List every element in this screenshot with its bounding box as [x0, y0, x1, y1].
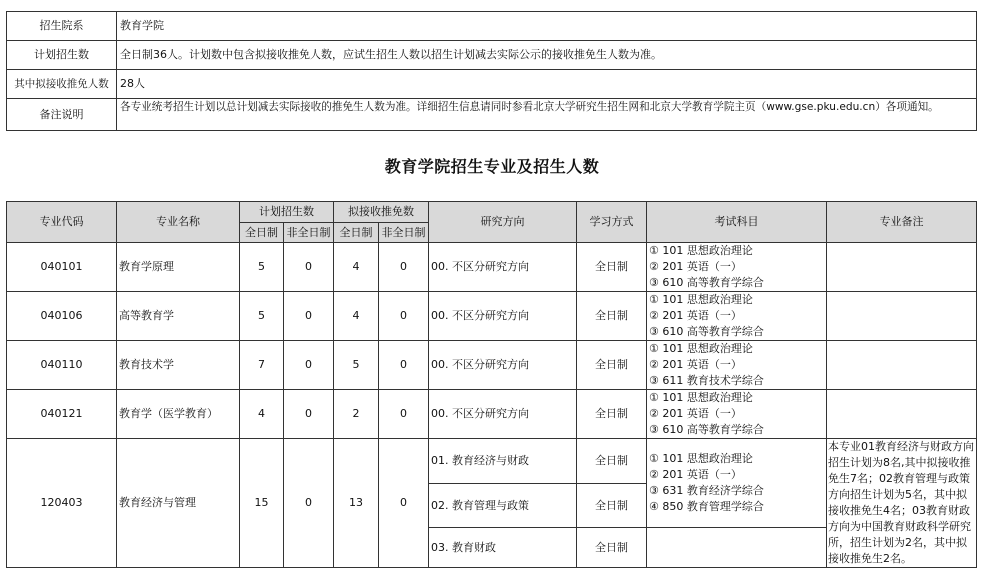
section-title: 教育学院招生专业及招生人数 — [384, 157, 600, 176]
cell-code: 040121 — [7, 390, 117, 439]
header-rec-part: 非全日制 — [379, 223, 429, 243]
cell-rec-full: 2 — [334, 390, 379, 439]
cell-plan-part: 0 — [284, 292, 334, 341]
subject-line: ② 201 英语（一） — [649, 468, 742, 482]
cell-plan-full: 15 — [240, 439, 284, 568]
subject-line: ② 201 英语（一） — [649, 358, 742, 371]
cell-rec-full: 13 — [334, 439, 379, 568]
info-label: 备注说明 — [7, 99, 117, 131]
header-note: 专业备注 — [827, 202, 977, 243]
cell-direction: 00. 不区分研究方向 — [429, 243, 577, 292]
cell-note — [827, 243, 977, 292]
cell-mode: 全日制 — [577, 528, 647, 568]
table-row — [7, 341, 977, 390]
cell-subjects — [647, 292, 827, 341]
table-row — [7, 390, 977, 439]
info-label: 计划招生数 — [7, 41, 117, 70]
info-row-recommend — [7, 70, 977, 99]
cell-name: 高等教育学 — [117, 292, 240, 341]
cell-subjects — [647, 341, 827, 390]
subject-line: ③ 610 高等教育学综合 — [649, 423, 764, 436]
cell-direction: 01. 教育经济与财政 — [429, 439, 577, 484]
cell-subjects — [647, 528, 827, 568]
subject-line: ① 101 思想政治理论 — [649, 244, 753, 257]
header-mode: 学习方式 — [577, 202, 647, 243]
table-row — [7, 292, 977, 341]
cell-mode: 全日制 — [577, 292, 647, 341]
header-subjects: 考试科目 — [647, 202, 827, 243]
cell-subjects — [647, 439, 827, 528]
info-row-department — [7, 12, 977, 41]
header-direction: 研究方向 — [429, 202, 577, 243]
subject-line: ② 201 英语（一） — [649, 260, 742, 273]
cell-mode: 全日制 — [577, 341, 647, 390]
cell-name: 教育学原理 — [117, 243, 240, 292]
header-code: 专业代码 — [7, 202, 117, 243]
cell-plan-part: 0 — [284, 341, 334, 390]
header-plan-full: 全日制 — [240, 223, 284, 243]
cell-rec-part: 0 — [379, 341, 429, 390]
cell-note — [827, 341, 977, 390]
subject-line: ① 101 思想政治理论 — [649, 293, 753, 306]
header-plan-part: 非全日制 — [284, 223, 334, 243]
cell-plan-part: 0 — [284, 243, 334, 292]
header-rec-full: 全日制 — [334, 223, 379, 243]
cell-rec-full: 4 — [334, 292, 379, 341]
info-value: 28人 — [117, 70, 977, 99]
admission-info-table — [6, 11, 977, 131]
cell-note — [827, 390, 977, 439]
info-label: 招生院系 — [7, 12, 117, 41]
cell-code: 040106 — [7, 292, 117, 341]
cell-rec-part: 0 — [379, 243, 429, 292]
cell-mode: 全日制 — [577, 243, 647, 292]
info-value: 教育学院 — [117, 12, 977, 41]
cell-plan-full: 5 — [240, 292, 284, 341]
cell-code: 040101 — [7, 243, 117, 292]
cell-note: 本专业01教育经济与财政方向招生计划为8名,其中拟接收推免生7名；02教育管理与政策方向招生计划为5名，其中拟接收推免生4名；03教育财政方向为中国教育财政科学研究所，招生计划为2名，其中拟接收推免生2名。 — [827, 439, 977, 568]
cell-rec-full: 4 — [334, 243, 379, 292]
header-recommend: 拟接收推免数 — [334, 202, 429, 223]
cell-code: 120403 — [7, 439, 117, 568]
info-row-plan — [7, 41, 977, 70]
cell-mode: 全日制 — [577, 390, 647, 439]
subject-line: ① 101 思想政治理论 — [649, 452, 753, 466]
cell-mode: 全日制 — [577, 483, 647, 528]
cell-direction: 00. 不区分研究方向 — [429, 341, 577, 390]
cell-name: 教育学（医学教育） — [117, 390, 240, 439]
subject-line: ③ 611 教育技术学综合 — [649, 374, 764, 387]
cell-mode: 全日制 — [577, 439, 647, 484]
subject-line: ③ 610 高等教育学综合 — [649, 325, 764, 338]
cell-plan-part: 0 — [284, 439, 334, 568]
cell-name: 教育技术学 — [117, 341, 240, 390]
cell-rec-full: 5 — [334, 341, 379, 390]
cell-rec-part: 0 — [379, 292, 429, 341]
header-name: 专业名称 — [117, 202, 240, 243]
cell-direction: 03. 教育财政 — [429, 528, 577, 568]
subject-line: ③ 610 高等教育学综合 — [649, 276, 764, 289]
table-header-row — [7, 202, 977, 223]
cell-note — [827, 292, 977, 341]
subject-line: ① 101 思想政治理论 — [649, 342, 753, 355]
cell-plan-full: 5 — [240, 243, 284, 292]
cell-name: 教育经济与管理 — [117, 439, 240, 568]
cell-plan-part: 0 — [284, 390, 334, 439]
cell-rec-part: 0 — [379, 439, 429, 568]
cell-subjects — [647, 390, 827, 439]
info-label: 其中拟接收推免人数 — [7, 70, 117, 99]
table-row — [7, 243, 977, 292]
cell-direction: 00. 不区分研究方向 — [429, 292, 577, 341]
table-row — [7, 439, 977, 484]
cell-subjects — [647, 243, 827, 292]
majors-table — [6, 201, 977, 568]
info-value: 各专业统考招生计划以总计划减去实际接收的推免生人数为准。详细招生信息请同时参看北京大学研究生招生网和北京大学教育学院主页（www.gse.pku.edu.cn）各项通知。 — [117, 99, 977, 131]
info-row-notes — [7, 99, 977, 131]
cell-rec-part: 0 — [379, 390, 429, 439]
subject-line: ③ 631 教育经济学综合 — [649, 484, 764, 498]
cell-direction: 02. 教育管理与政策 — [429, 483, 577, 528]
info-value: 全日制36人。计划数中包含拟接收推免人数，应试生招生人数以招生计划减去实际公示的接收推免生人数为准。 — [117, 41, 977, 70]
cell-plan-full: 7 — [240, 341, 284, 390]
subject-line: ② 201 英语（一） — [649, 407, 742, 420]
header-plan: 计划招生数 — [240, 202, 334, 223]
cell-code: 040110 — [7, 341, 117, 390]
cell-direction: 00. 不区分研究方向 — [429, 390, 577, 439]
subject-line: ② 201 英语（一） — [649, 309, 742, 322]
subject-line: ④ 850 教育管理学综合 — [649, 500, 764, 514]
cell-plan-full: 4 — [240, 390, 284, 439]
subject-line: ① 101 思想政治理论 — [649, 391, 753, 404]
